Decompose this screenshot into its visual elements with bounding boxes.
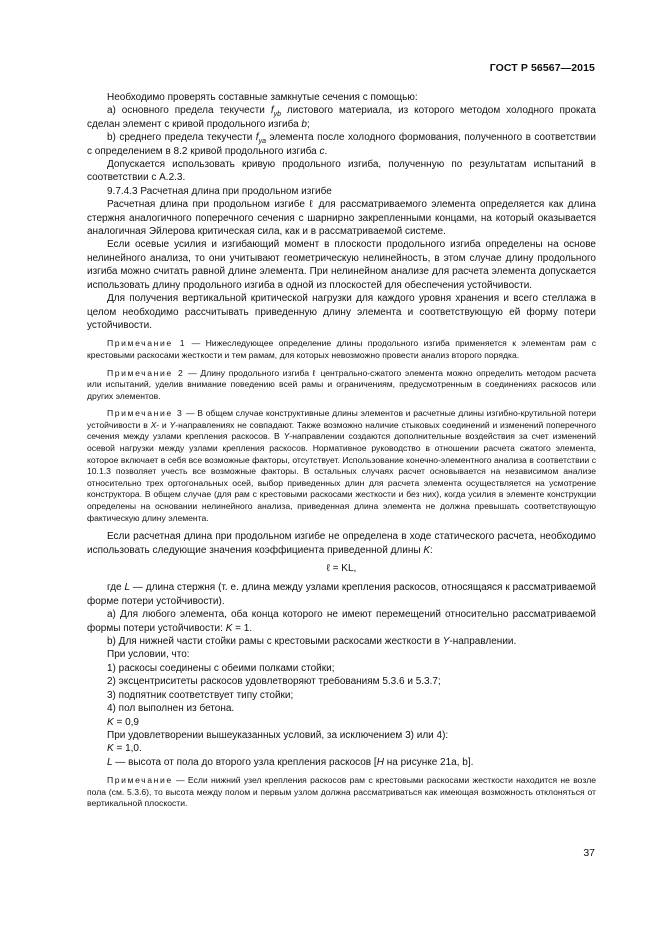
paragraph: При удовлетворении вышеуказанных условий, за исключением 3) или 4): xyxy=(107,729,449,741)
note: Примечание — Если нижний узел крепления раскосов рам с крестовыми раскосами жесткости находится не возле пола (см. 5.3.6), то высота между полом и первым узлом должна рассматриваться как имеющая возможность отклоняться от вертикальной плоскости. xyxy=(87,775,596,809)
value: K = 1,0. xyxy=(107,743,142,755)
paragraph: где L — длина стержня (т. е. длина между узлами крепления раскосов, относящаяся к рассматриваемой форме потери устойчивости). xyxy=(87,582,597,607)
section-title: 9.7.4.3 Расчетная длина при продольном изгибе xyxy=(107,185,332,197)
list-item: 2) эксцентриситеты раскосов удовлетворяют требованиям 5.3.6 и 5.3.7; xyxy=(107,676,441,688)
note: Примечание 1 — Нижеследующее определение длины продольного изгиба применяется к элементам рам с крестовыми раскосами жесткости и тем рамам, для которых невозможно провести анализ второго порядка. xyxy=(87,338,596,360)
paragraph: L — высота от пола до второго узла крепления раскосов [H на рисунке 21а, b]. xyxy=(107,756,474,768)
page-body xyxy=(87,91,596,810)
value: K = 0,9 xyxy=(107,716,139,728)
paragraph: Если осевые усилия и изгибающий момент в плоскости продольного изгиба определены на основе нелинейного анализа, то они учитывают геометрическую нелинейность, в этом случае длину продольного изгиба можно считать равной длине элемента. При нелинейном анализе для расчета элемента допускается использовать длину продольного изгиба в одной из плоскостей для обеспечения устойчивости. xyxy=(87,239,596,291)
document-code: ГОСТ Р 56567—2015 xyxy=(489,62,595,74)
paragraph: Для получения вертикальной критической нагрузки для каждого уровня хранения и всего стеллажа в целом необходимо рассчитывать приведенную длину элемента и соответствующую ей форму потери устойчивости. xyxy=(87,293,596,331)
list-item: a) основного предела текучести $f_{yb}$ листового материала, из которого методом холодного проката сделан элемент с кривой продольного изгиба b; xyxy=(87,105,596,130)
list-item: b) Для нижней части стойки рамы с крестовыми раскосами жесткости в Y-направлении. xyxy=(107,636,517,648)
list-item: a) Для любого элемента, оба конца которого не имеют перемещений относительно рассматриваемой формы потери устойчивости: K = 1. xyxy=(87,609,596,634)
paragraph: При условии, что: xyxy=(107,649,190,661)
paragraph: Расчетная длина при продольном изгибе ℓ для рассматриваемого элемента определяется как длина стержня аналогичного поперечного сечения с шарнирно закрепленными концами, на который оказывается аналогичная Эйлерова критическая сила, как и в рассматриваемой системе. xyxy=(87,199,596,238)
note: Примечание 3 — В общем случае конструктивные длины элементов и расчетные длины изгибно-крутильной потери устойчивости в X- и Y-направлениях не совпадают. Также возможно наличие стыковых соединений и изменений поперечного сечения между узлами крепления раскосов. В Y-направлении создаются дополнительные воздействия за счет изменений осевой нагрузки между узлами крепления раскосов. Нормативное руководство в отношении расчета сжатого элемента, которое включает в себя все возможные факторы, отсутствует. Использование конечно-элементного анализа в соответствии с 10.1.3 позволяет учесть все возможные факторы. В остальных случаях расчет основывается на независимом анализе относительно трех ортогональных осей, выбор приведенных длин для расчета элемента осуществляется на усмотрение конструктора. В общем случае (для рам с крестовыми раскосами жесткости и без них), когда усилия в элементе конструкции определены на основании нелинейного анализа, приведенная длина элемента не должна превышать соответствующую фактическую длину элемента. xyxy=(87,408,596,523)
paragraph: Если расчетная длина при продольном изгибе не определена в ходе статического расчета, необходимо использовать следующие значения коэффициента приведенной длины K: xyxy=(87,531,596,556)
paragraph: Необходимо проверять составные замкнутые сечения с помощью: xyxy=(107,92,418,103)
list-item: 1) раскосы соединены с обеими полками стойки; xyxy=(107,662,335,674)
formula: ℓ = KL, xyxy=(326,563,357,575)
list-item: b) среднего предела текучести $f_{ya}$ элемента после холодного формования, полученного в соответствии с определением в 8.2 кривой продольного изгиба c. xyxy=(87,132,596,157)
list-item: 3) подпятник соответствует типу стойки; xyxy=(107,689,294,701)
list-item: 4) пол выполнен из бетона. xyxy=(107,703,235,715)
paragraph: Допускается использовать кривую продольного изгиба, полученную по результатам испытаний в соответствии с А.2.3. xyxy=(87,159,596,184)
note: Примечание 2 — Длину продольного изгиба ℓ центрально-сжатого элемента можно определить методом расчета или испытаний, уделив внимание поведению всей рамы и ограничениям, предусмотренным в соединениях раскосов или других элементов. xyxy=(87,367,597,401)
page-number: 37 xyxy=(583,847,595,859)
